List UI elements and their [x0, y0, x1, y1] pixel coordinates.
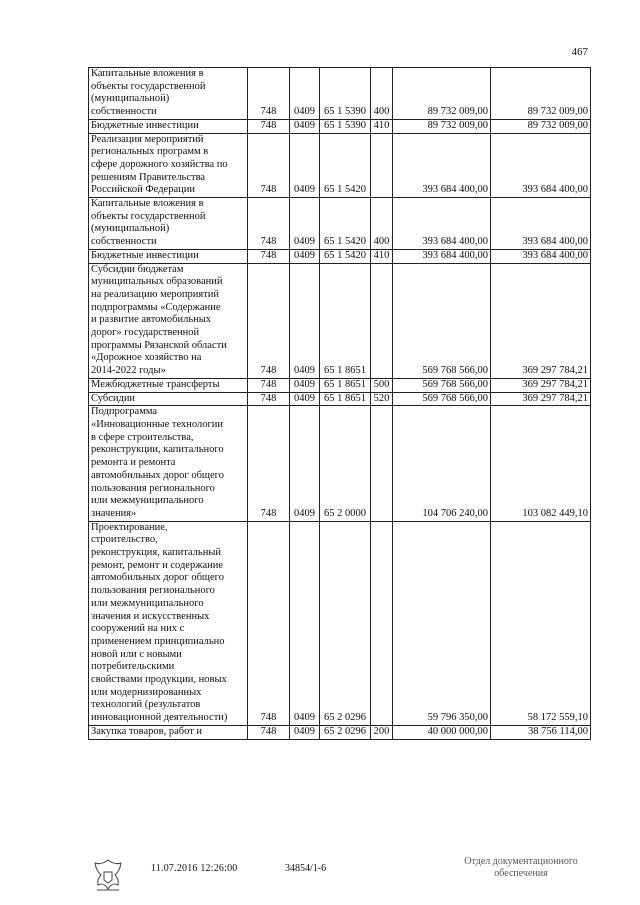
section-code-cell: 0409: [290, 392, 320, 406]
section-code-cell: 0409: [290, 68, 320, 120]
expense-type-cell: 200: [371, 725, 393, 739]
ministry-code-cell: 748: [248, 198, 290, 250]
row-name-cell: Субсидии: [89, 392, 248, 406]
section-code-cell: 0409: [290, 119, 320, 133]
ministry-code-cell: 748: [248, 392, 290, 406]
amount-actual-cell: 393 684 400,00: [491, 198, 591, 250]
table-row: [89, 68, 591, 120]
target-article-cell: 65 1 8651: [320, 378, 371, 392]
target-article-cell: 65 1 5420: [320, 249, 371, 263]
amount-actual-cell: 103 082 449,10: [491, 406, 591, 521]
target-article-cell: 65 1 8651: [320, 392, 371, 406]
section-code-cell: 0409: [290, 378, 320, 392]
amount-actual-cell: 393 684 400,00: [491, 249, 591, 263]
page-number: 467: [571, 46, 588, 58]
amount-plan-cell: 569 768 566,00: [393, 263, 491, 378]
amount-plan-cell: 569 768 566,00: [393, 378, 491, 392]
amount-plan-cell: 393 684 400,00: [393, 133, 491, 198]
table-row: [89, 263, 591, 378]
ministry-code-cell: 748: [248, 521, 290, 725]
amount-plan-cell: 569 768 566,00: [393, 392, 491, 406]
row-name-cell: Бюджетные инвестиции: [89, 119, 248, 133]
expense-type-cell: 400: [371, 198, 393, 250]
target-article-cell: 65 2 0296: [320, 725, 371, 739]
ministry-code-cell: 748: [248, 119, 290, 133]
section-code-cell: 0409: [290, 249, 320, 263]
coat-of-arms-icon: [92, 858, 124, 892]
target-article-cell: 65 1 5420: [320, 133, 371, 198]
footer-department-line1: Отдел документационного: [464, 856, 578, 867]
table-row: [89, 725, 591, 739]
row-name-cell: Капитальные вложения в объекты государственной (муниципальной) собственности: [89, 198, 248, 250]
expense-type-cell: 410: [371, 119, 393, 133]
target-article-cell: 65 1 8651: [320, 263, 371, 378]
amount-actual-cell: 369 297 784,21: [491, 263, 591, 378]
table-row: [89, 133, 591, 198]
expense-type-cell: 410: [371, 249, 393, 263]
section-code-cell: 0409: [290, 521, 320, 725]
table-row: [89, 249, 591, 263]
row-name-cell: Межбюджетные трансферты: [89, 378, 248, 392]
table-row: [89, 406, 591, 521]
amount-plan-cell: 59 796 350,00: [393, 521, 491, 725]
section-code-cell: 0409: [290, 406, 320, 521]
expense-type-cell: [371, 133, 393, 198]
expense-type-cell: 520: [371, 392, 393, 406]
ministry-code-cell: 748: [248, 378, 290, 392]
ministry-code-cell: 748: [248, 725, 290, 739]
section-code-cell: 0409: [290, 725, 320, 739]
table-row: [89, 521, 591, 725]
row-name-cell: Субсидии бюджетам муниципальных образований на реализацию мероприятий подпрограммы «Содержание и развитие автомобильных дорог» государственной программы Рязанской области «Дорожное хозяйство на 2014-2022 годы»: [89, 263, 248, 378]
row-name-cell: Закупка товаров, работ и: [89, 725, 248, 739]
row-name-cell: Проектирование, строительство, реконструкция, капитальный ремонт, ремонт и содержание автомобильных дорог общего пользования регионального или межмуниципального значения и искусственных сооружений на них с применением принципиально новой или с новыми потребительскими свойствами продукции, новых или модернизированных технологий (результатов инновационной деятельности): [89, 521, 248, 725]
ministry-code-cell: 748: [248, 406, 290, 521]
amount-plan-cell: 393 684 400,00: [393, 198, 491, 250]
amount-actual-cell: 369 297 784,21: [491, 378, 591, 392]
target-article-cell: 65 1 5390: [320, 68, 371, 120]
target-article-cell: 65 2 0296: [320, 521, 371, 725]
section-code-cell: 0409: [290, 263, 320, 378]
footer-doc-number: 34854/1-6: [285, 863, 327, 874]
table-row: [89, 392, 591, 406]
amount-plan-cell: 104 706 240,00: [393, 406, 491, 521]
ministry-code-cell: 748: [248, 133, 290, 198]
amount-actual-cell: 89 732 009,00: [491, 119, 591, 133]
amount-plan-cell: 40 000 000,00: [393, 725, 491, 739]
section-code-cell: 0409: [290, 198, 320, 250]
amount-actual-cell: 369 297 784,21: [491, 392, 591, 406]
amount-plan-cell: 89 732 009,00: [393, 119, 491, 133]
ministry-code-cell: 748: [248, 249, 290, 263]
amount-plan-cell: 393 684 400,00: [393, 249, 491, 263]
expense-type-cell: 400: [371, 68, 393, 120]
ministry-code-cell: 748: [248, 263, 290, 378]
ministry-code-cell: 748: [248, 68, 290, 120]
expense-type-cell: [371, 406, 393, 521]
section-code-cell: 0409: [290, 133, 320, 198]
table-row: [89, 119, 591, 133]
footer-datetime: 11.07.2016 12:26:00: [151, 863, 238, 874]
footer-department: [446, 856, 596, 880]
amount-actual-cell: 393 684 400,00: [491, 133, 591, 198]
table-row: [89, 378, 591, 392]
table-row: [89, 198, 591, 250]
footer-department-line2: обеспечения: [494, 868, 548, 879]
amount-actual-cell: 58 172 559,10: [491, 521, 591, 725]
expense-type-cell: [371, 521, 393, 725]
row-name-cell: Реализация мероприятий региональных программ в сфере дорожного хозяйства по решениям Правительства Российской Федерации: [89, 133, 248, 198]
row-name-cell: Бюджетные инвестиции: [89, 249, 248, 263]
amount-actual-cell: 89 732 009,00: [491, 68, 591, 120]
amount-actual-cell: 38 756 114,00: [491, 725, 591, 739]
row-name-cell: Капитальные вложения в объекты государственной (муниципальной) собственности: [89, 68, 248, 120]
row-name-cell: Подпрограмма «Инновационные технологии в сфере строительства, реконструкции, капитального ремонта и ремонта автомобильных дорог общего пользования регионального или межмуниципального значения»: [89, 406, 248, 521]
expense-type-cell: 500: [371, 378, 393, 392]
expense-type-cell: [371, 263, 393, 378]
target-article-cell: 65 1 5420: [320, 198, 371, 250]
target-article-cell: 65 2 0000: [320, 406, 371, 521]
budget-table: [88, 67, 591, 740]
target-article-cell: 65 1 5390: [320, 119, 371, 133]
amount-plan-cell: 89 732 009,00: [393, 68, 491, 120]
